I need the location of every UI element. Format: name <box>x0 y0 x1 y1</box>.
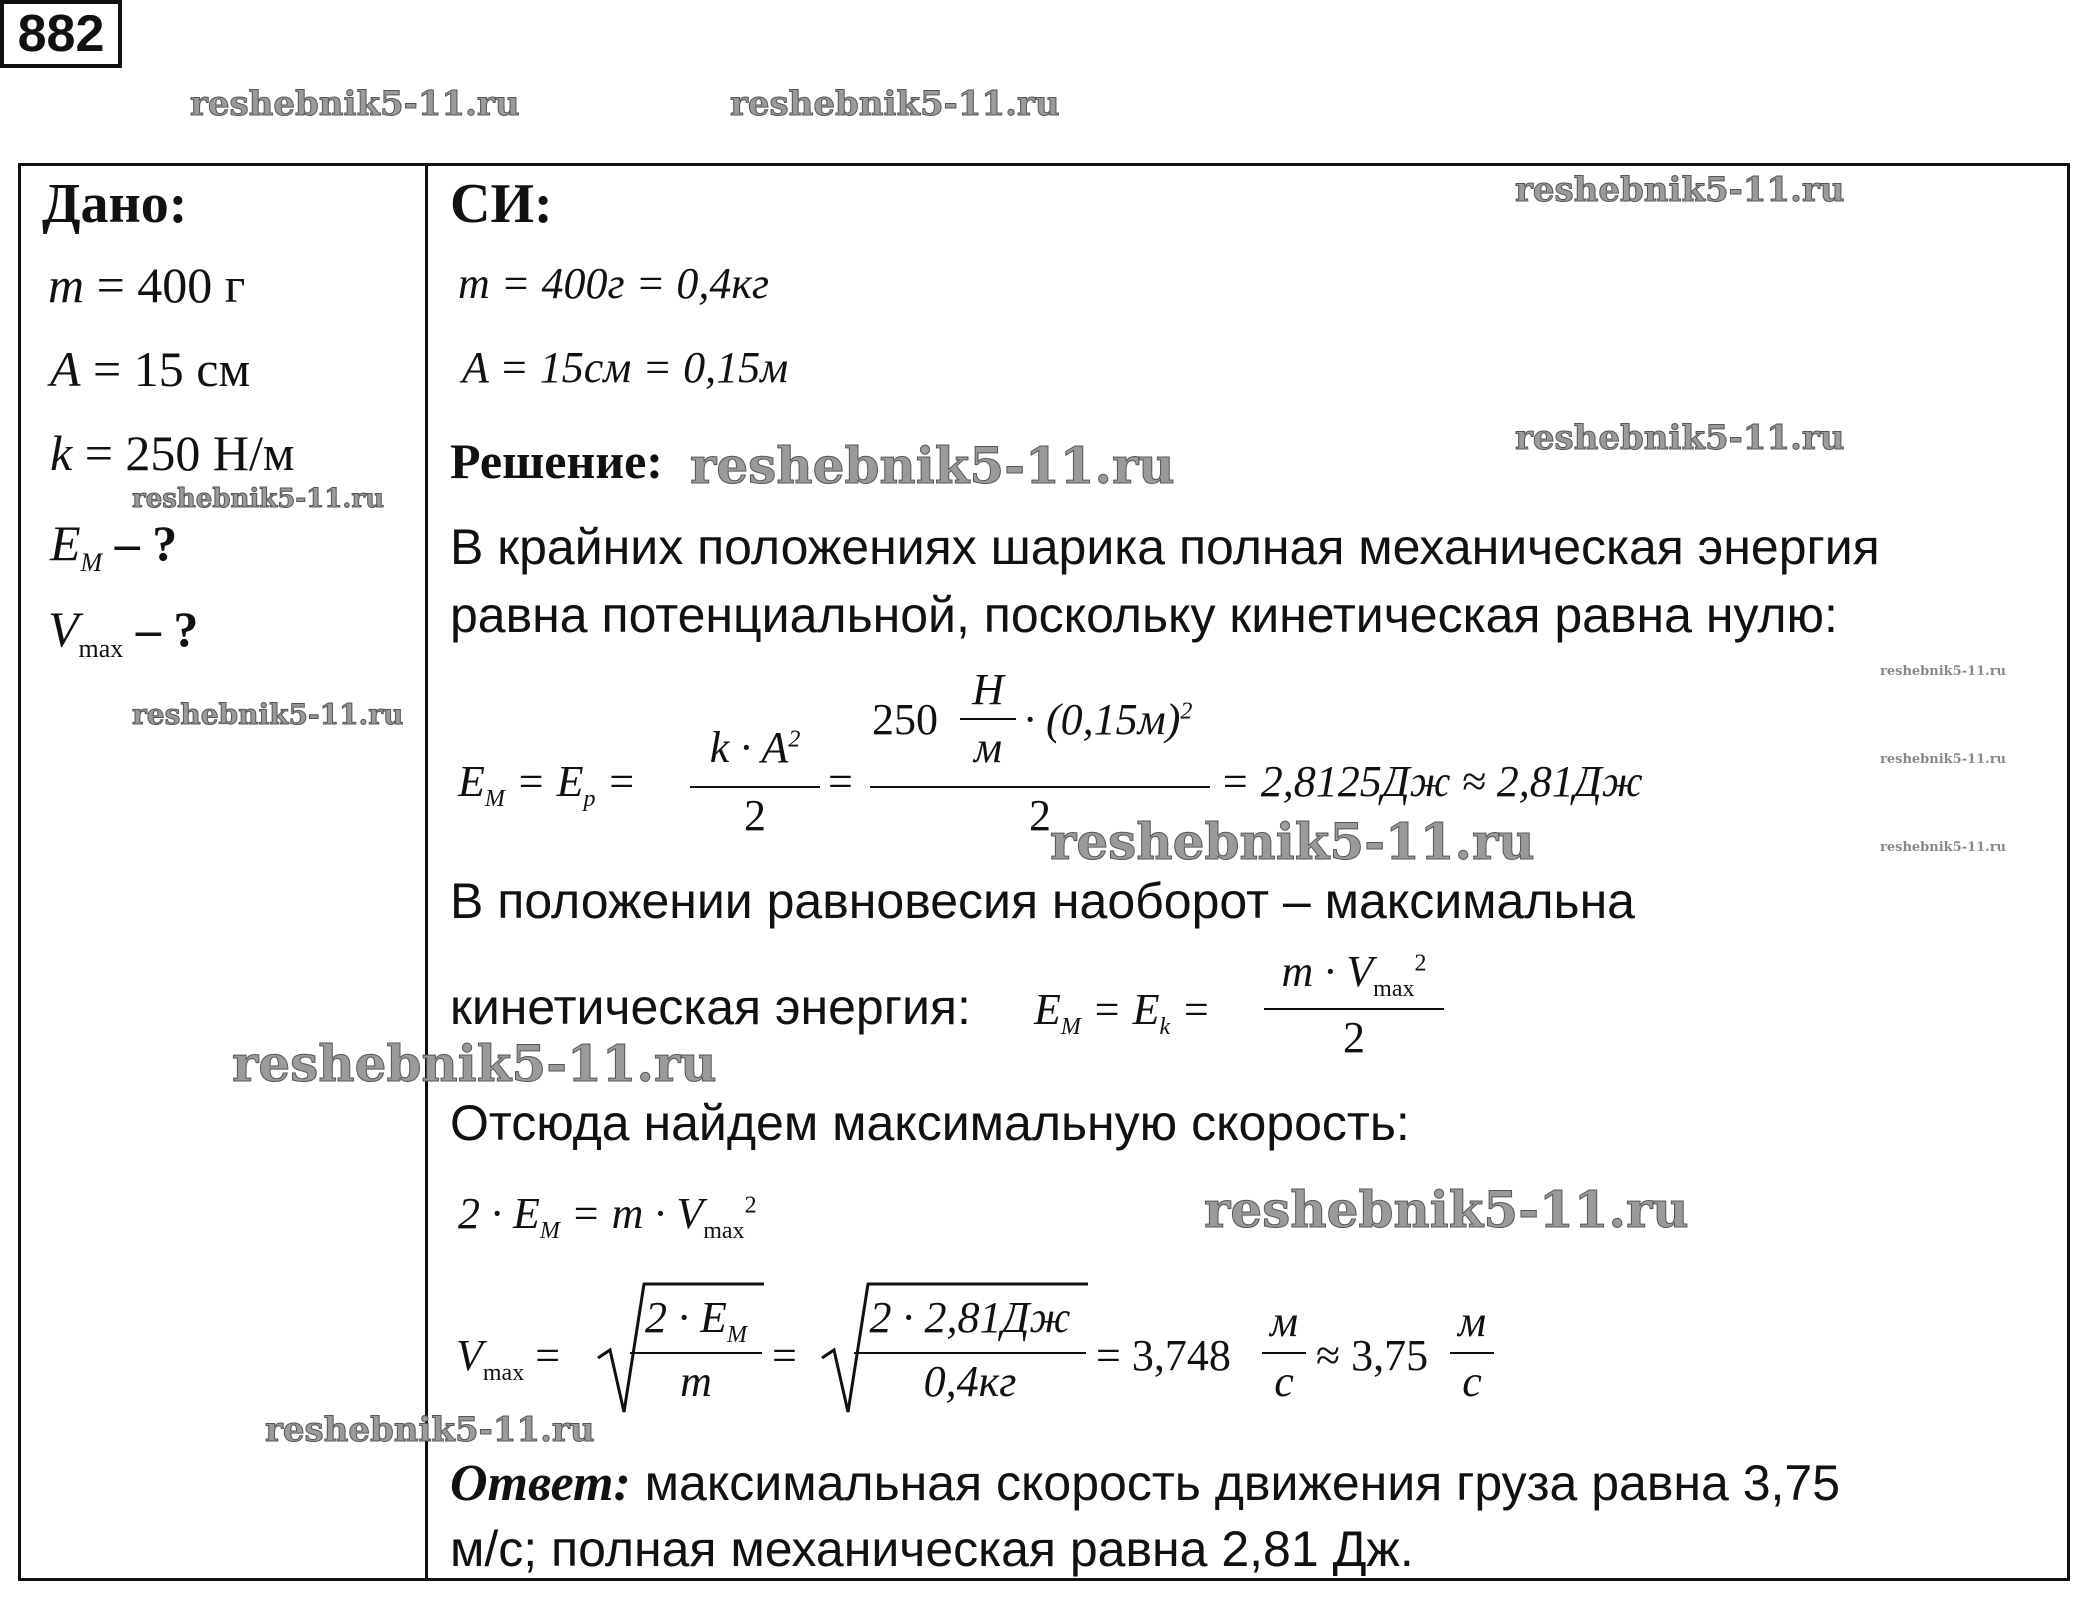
eq1-frac1-den: 2 <box>744 791 766 840</box>
eq1-frac2-den: 2 <box>1029 791 1051 840</box>
paragraph-2-line-1: В положении равновесия наоборот – максимальна <box>450 873 1635 929</box>
paragraph-2-line-2: кинетическая энергия: <box>450 979 971 1035</box>
fraction-bar <box>1450 1352 1494 1354</box>
column-divider <box>425 163 428 1581</box>
eq1-frac2-num-a: 250 <box>872 695 938 744</box>
watermark: reshebnik5-11.ru <box>690 436 1175 495</box>
eq1-result: = 2,8125Дж ≈ 2,81Дж <box>1220 757 1643 806</box>
fraction-bar <box>854 1352 1086 1354</box>
given-amplitude <box>50 340 250 398</box>
unknown-energy <box>50 514 177 578</box>
paragraph-1-line-2: равна потенциальной, поскольку кинетическая равна нулю: <box>450 587 1838 643</box>
watermark: reshebnik5-11.ru <box>265 1410 595 1450</box>
symbol: k <box>50 425 73 481</box>
value: = 15 см <box>80 341 251 397</box>
symbol: V <box>48 601 79 657</box>
answer-line-2: м/с; полная механическая равна 2,81 Дж. <box>450 1521 1414 1577</box>
watermark: reshebnik5-11.ru <box>132 698 404 731</box>
watermark: reshebnik5-11.ru <box>132 484 385 514</box>
eq4-r2-num: 2 · 2,81Дж <box>869 1293 1071 1342</box>
fraction-bar <box>960 718 1016 720</box>
watermark: reshebnik5-11.ru <box>1515 170 1845 210</box>
fraction-bar <box>870 786 1210 788</box>
eq4-res2: ≈ 3,75 <box>1316 1331 1429 1380</box>
symbol: E <box>50 515 81 571</box>
problem-number: 882 <box>0 0 122 68</box>
eq4-unit-num: м <box>1269 1297 1299 1346</box>
value: = 250 Н/м <box>72 425 295 481</box>
fraction-bar <box>690 786 820 788</box>
eq4-r1-num: $2 \cdot E_M$ <box>645 1293 747 1348</box>
question: – ? <box>123 601 199 657</box>
eq2-num: $m \cdot V_{max}^2$ <box>1281 947 1427 1002</box>
eq4-equals: = <box>772 1331 797 1380</box>
value: = 400 г <box>84 257 246 313</box>
given-stiffness <box>50 424 295 482</box>
symbol: m <box>48 257 85 313</box>
answer-label: Ответ: <box>450 1455 631 1512</box>
eq4-unit-den: с <box>1462 1357 1482 1406</box>
solution-header: Решение: <box>450 433 663 489</box>
fraction-bar <box>1262 1352 1306 1354</box>
subscript: max <box>78 634 124 663</box>
watermark: reshebnik5-11.ru <box>1880 752 2007 767</box>
eq1-frac2-num-b: · $(0,15м)^2$ <box>1024 695 1193 744</box>
given-mass <box>48 256 245 314</box>
paragraph-1-line-1: В крайних положениях шарика полная механическая энергия <box>450 519 1880 575</box>
equation-2em: $2 \cdot E_M = m \cdot V_{max}^2$ <box>458 1189 757 1244</box>
si-header: СИ: <box>450 173 553 235</box>
eq4-r1-den: m <box>680 1357 712 1406</box>
eq4-r2-den: 0,4кг <box>923 1357 1017 1406</box>
subscript: M <box>80 548 103 577</box>
answer-text: максимальная скорость движения груза равна 3,75 <box>630 1455 1841 1511</box>
fraction-bar <box>1264 1008 1444 1010</box>
unknown-velocity <box>48 600 198 664</box>
watermark: reshebnik5-11.ru <box>1880 840 2007 855</box>
symbol: A <box>50 341 81 397</box>
watermark: reshebnik5-11.ru <box>1050 812 1535 871</box>
answer-line-1 <box>450 1454 1840 1513</box>
watermark: reshebnik5-11.ru <box>190 84 520 124</box>
eq1-unit-den: м <box>973 723 1003 772</box>
paragraph-3: Отсюда найдем максимальную скорость: <box>450 1095 1410 1151</box>
eq1-unit-num: Н <box>972 665 1004 714</box>
eq1-frac1-num: $k \cdot A^2$ <box>709 723 801 772</box>
watermark: reshebnik5-11.ru <box>232 1034 717 1093</box>
eq4-unit-den: с <box>1274 1357 1294 1406</box>
watermark: reshebnik5-11.ru <box>730 84 1060 124</box>
si-mass: m = 400г = 0,4кг <box>458 259 770 308</box>
eq4-unit-num: м <box>1457 1297 1487 1346</box>
watermark: reshebnik5-11.ru <box>1515 418 1845 458</box>
given-header: Дано: <box>42 173 188 235</box>
eq4-lhs: $V_{max}$ = <box>456 1331 561 1386</box>
watermark: reshebnik5-11.ru <box>1204 1180 1689 1239</box>
eq2-den: 2 <box>1343 1013 1365 1062</box>
watermark: reshebnik5-11.ru <box>1880 664 2007 679</box>
eq1-lhs: $E_M = E_p$ = <box>458 757 637 812</box>
si-amplitude: A = 15см = 0,15м <box>462 343 789 392</box>
question: – ? <box>102 515 178 571</box>
fraction-bar <box>630 1352 762 1354</box>
eq4-res1: = 3,748 <box>1096 1331 1231 1380</box>
eq2-lhs: $E_M = E_k$ = <box>1034 985 1211 1040</box>
eq1-equals: = <box>828 757 853 806</box>
